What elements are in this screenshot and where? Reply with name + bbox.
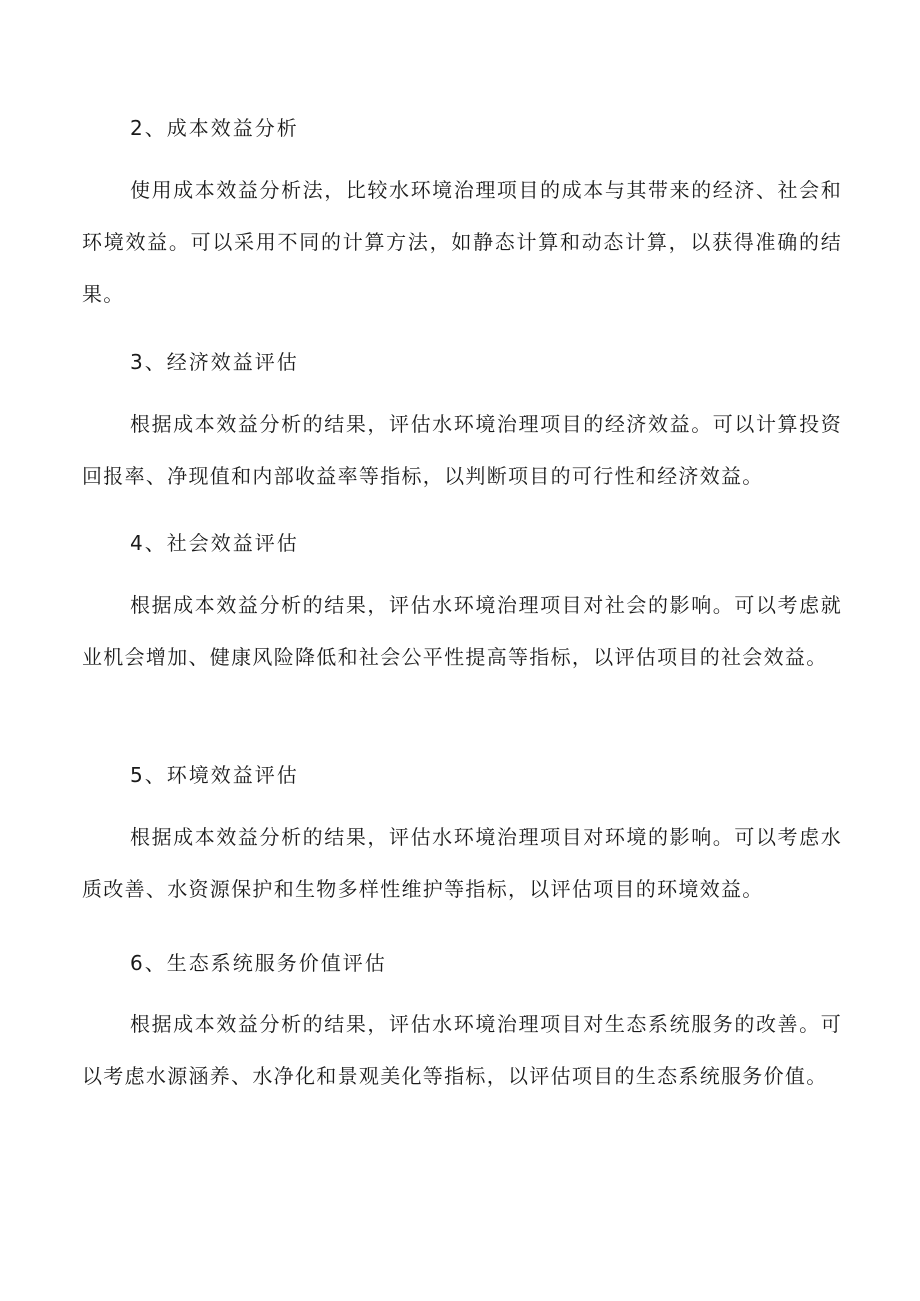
section-body-social: 根据成本效益分析的结果，评估水环境治理项目对社会的影响。可以考虑就业机会增加、健康风险降低和社会公平性提高等指标，以评估项目的社会效益。: [82, 593, 842, 669]
section-heading-environmental: 5、环境效益评估: [130, 763, 299, 787]
section-heading-ecosystem: 6、生态系统服务价值评估: [130, 951, 387, 975]
section-heading-economic: 3、经济效益评估: [130, 350, 299, 374]
section-body-ecosystem: 根据成本效益分析的结果，评估水环境治理项目对生态系统服务的改善。可以考虑水源涵养、水净化和景观美化等指标，以评估项目的生态系统服务价值。: [82, 1012, 842, 1088]
section-body-economic: 根据成本效益分析的结果，评估水环境治理项目的经济效益。可以计算投资回报率、净现值和内部收益率等指标，以判断项目的可行性和经济效益。: [82, 412, 842, 488]
section-heading-social: 4、社会效益评估: [130, 531, 299, 555]
section-body-cost-benefit: 使用成本效益分析法，比较水环境治理项目的成本与其带来的经济、社会和环境效益。可以采用不同的计算方法，如静态计算和动态计算，以获得准确的结果。: [82, 178, 842, 306]
section-heading-cost-benefit: 2、成本效益分析: [130, 116, 299, 140]
section-body-environmental: 根据成本效益分析的结果，评估水环境治理项目对环境的影响。可以考虑水质改善、水资源保护和生物多样性维护等指标，以评估项目的环境效益。: [82, 825, 842, 901]
